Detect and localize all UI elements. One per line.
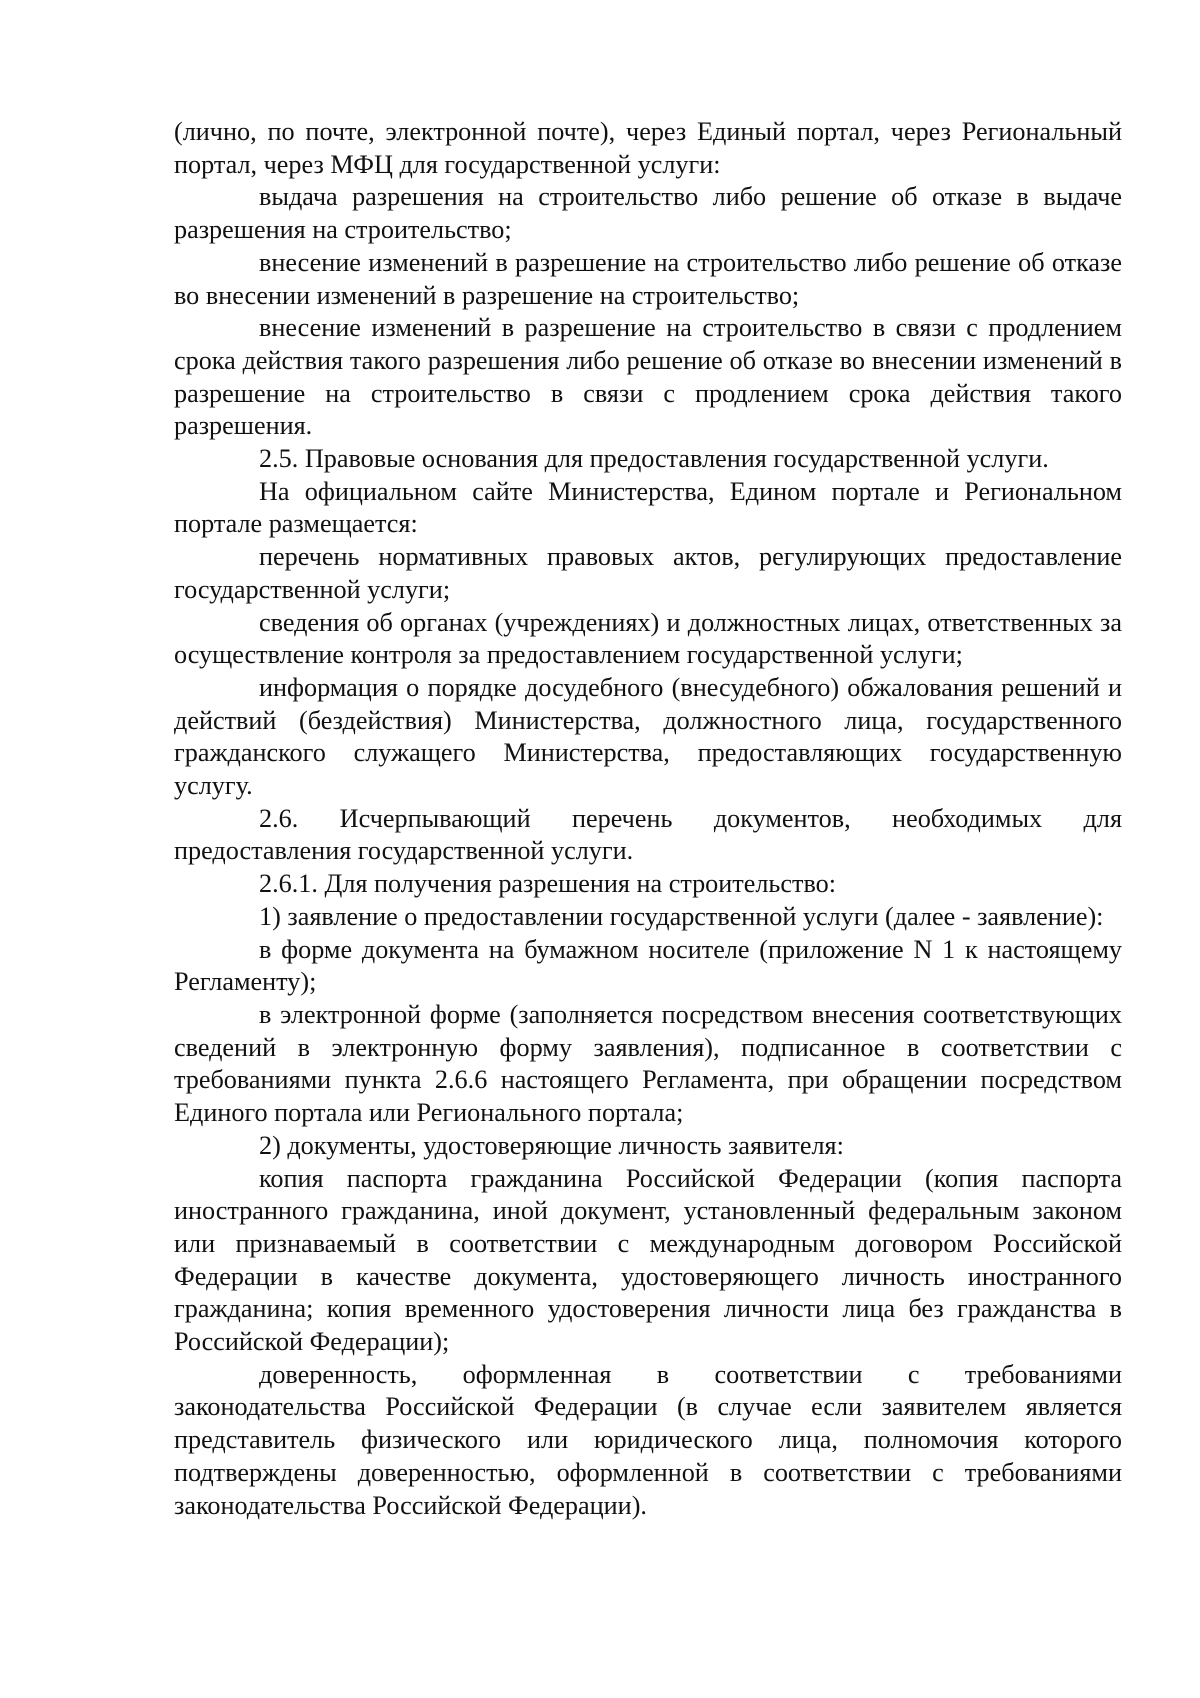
section-2-6-1-heading: 2.6.1. Для получения разрешения на строительство: bbox=[259, 869, 836, 899]
paragraph-electronic-form: в электронной форме (заполняется посредством внесения соответствующих сведений в электронную форму заявления), подписанное в соответствии с требованиями пункта 2.6.6 настоящего Регламента, при обращении посредством Единого портала или Регионального портала; bbox=[174, 999, 1122, 1128]
section-2-6-heading: 2.6. Исчерпывающий перечень документов, необходимых для предоставления государственной услуги. bbox=[174, 803, 1122, 866]
item-1-application: 1) заявление о предоставлении государственной услуги (далее - заявление): bbox=[259, 901, 1104, 931]
paragraph-official-site: На официальном сайте Министерства, Едином портале и Региональном портале размещается: bbox=[174, 476, 1122, 539]
paragraph-appeal-procedure: информация о порядке досудебного (внесудебного) обжалования решений и действий (бездействия) Министерства, должностного лица, государственного гражданского служащего Министерства, предоставляющих государственную услугу. bbox=[174, 672, 1122, 801]
paragraph-responsible-officials: сведения об органах (учреждениях) и должностных лицах, ответственных за осуществление контроля за предоставлением государственной услуги; bbox=[174, 607, 1122, 670]
paragraph-legal-acts-list: перечень нормативных правовых актов, регулирующих предоставление государственной услуги; bbox=[174, 542, 1122, 604]
paragraph-passport-copy: копия паспорта гражданина Российской Федерации (копия паспорта иностранного гражданина, иной документ, установленный федеральным законом или признаваемый в соответствии с международным договором Российской Федерации в качестве документа, удостоверяющего личность иностранного гражданина; копия временного удостоверения личности лица без гражданства в Российской Федерации); bbox=[174, 1163, 1122, 1357]
paragraph-power-of-attorney: доверенность, оформленная в соответствии с требованиями законодательства Российской Федерации (в случае если заявителем является представитель физического или юридического лица, полномочия которого подтверждены доверенностью, оформленной в соответствии с требованиями законодательства Российской Федерации). bbox=[174, 1359, 1122, 1520]
paragraph-issuance-permit: выдача разрешения на строительство либо решение об отказе в выдаче разрешения на строительство; bbox=[174, 182, 1122, 245]
document-body bbox=[174, 116, 1122, 1522]
paragraph-paper-form: в форме документа на бумажном носителе (приложение N 1 к настоящему Регламенту); bbox=[174, 934, 1122, 997]
paragraph-amendment-permit: внесение изменений в разрешение на строительство либо решение об отказе во внесении изменений в разрешение на строительство; bbox=[174, 247, 1122, 310]
paragraph-amendment-extension: внесение изменений в разрешение на строительство в связи с продлением срока действия такого разрешения либо решение об отказе во внесении изменений в разрешение на строительство в связи с продлением срока действия такого разрешения. bbox=[174, 313, 1122, 441]
item-2-identity-documents: 2) документы, удостоверяющие личность заявителя: bbox=[259, 1130, 844, 1160]
paragraph-submission-methods: (лично, по почте, электронной почте), через Единый портал, через Региональный портал, через МФЦ для государственной услуги: bbox=[174, 117, 1122, 179]
section-2-5-heading: 2.5. Правовые основания для предоставления государственной услуги. bbox=[259, 444, 1049, 474]
